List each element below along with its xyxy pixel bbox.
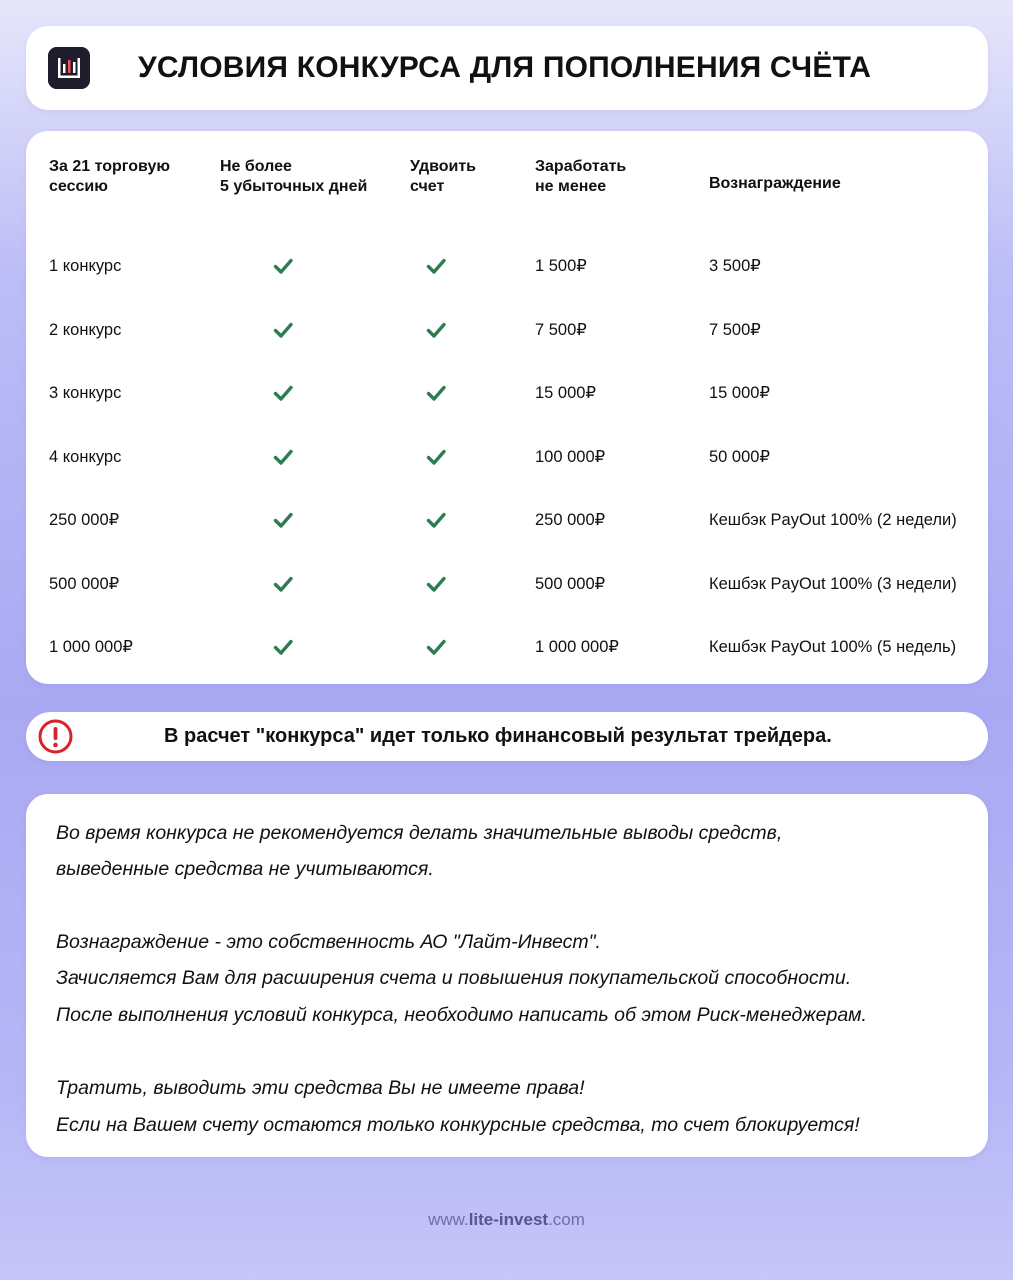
footer-suffix: .com	[548, 1210, 585, 1229]
check-icon	[272, 636, 294, 658]
table-row	[26, 505, 988, 535]
row-name: 500 000₽	[49, 574, 120, 593]
row-earn: 250 000₽	[535, 511, 606, 529]
lite-invest-logo-icon	[48, 47, 90, 89]
row-reward: 3 500₽	[709, 257, 761, 275]
check-icon	[272, 573, 294, 595]
note-line: Во время конкурса не рекомендуется делать значительные выводы средств,	[56, 822, 783, 844]
check-icon	[272, 509, 294, 531]
alert-text: В расчет "конкурса" идет только финансовый результат трейдера.	[164, 725, 832, 747]
row-earn: 500 000₽	[535, 574, 606, 593]
exclamation-circle-icon	[37, 718, 74, 755]
row-name: 1 000 000₽	[49, 638, 133, 656]
note-line: Тратить, выводить эти средства Вы не имеете права!	[56, 1077, 585, 1099]
footer-domain: lite-invest	[468, 1210, 549, 1229]
table-row	[26, 632, 988, 662]
row-name: 4 конкурс	[49, 447, 122, 466]
row-name: 1 конкурс	[49, 257, 122, 275]
check-icon	[272, 382, 294, 404]
header-card	[26, 26, 988, 110]
footer-prefix: www.	[428, 1210, 469, 1229]
page-title: УСЛОВИЯ КОНКУРСА ДЛЯ ПОПОЛНЕНИЯ СЧЁТА	[138, 51, 872, 84]
row-name: 250 000₽	[49, 511, 120, 529]
row-name: 2 конкурс	[49, 320, 122, 339]
row-earn: 1 000 000₽	[535, 638, 619, 656]
note-line: Вознаграждение - это собственность АО "Лайт-Инвест".	[56, 931, 601, 953]
check-icon	[425, 636, 447, 658]
header-double-account: Удвоить счет	[410, 158, 477, 195]
check-icon	[425, 446, 447, 468]
check-icon	[272, 319, 294, 341]
table-row	[26, 378, 988, 408]
notes-card	[26, 794, 988, 1157]
alert-banner	[26, 712, 988, 761]
note-line: Зачисляется Вам для расширения счета и повышения покупательской способности.	[56, 967, 852, 989]
footer-link[interactable]	[0, 1210, 1013, 1230]
row-reward: Кешбэк PayOut 100% (3 недели)	[709, 574, 957, 593]
note-line: Если на Вашем счету остаются только конкурсные средства, то счет блокируется!	[56, 1114, 860, 1136]
check-icon	[425, 573, 447, 595]
row-earn: 7 500₽	[535, 320, 587, 339]
table-row	[26, 442, 988, 472]
check-icon	[425, 382, 447, 404]
row-earn: 1 500₽	[535, 257, 587, 275]
check-icon	[272, 446, 294, 468]
check-icon	[272, 255, 294, 277]
row-reward: 7 500₽	[709, 320, 761, 339]
row-reward: 15 000₽	[709, 384, 770, 402]
header-loss-days: Не более 5 убыточных дней	[220, 158, 368, 195]
row-reward: 50 000₽	[709, 447, 770, 466]
header-sessions: За 21 торговую сессию	[49, 158, 171, 195]
note-line: выведенные средства не учитываются.	[56, 858, 434, 880]
check-icon	[425, 255, 447, 277]
row-name: 3 конкурс	[49, 384, 122, 402]
row-reward: Кешбэк PayOut 100% (2 недели)	[709, 511, 957, 529]
row-reward: Кешбэк PayOut 100% (5 недель)	[709, 638, 957, 656]
note-line: После выполнения условий конкурса, необходимо написать об этом Риск-менеджерам.	[56, 1004, 867, 1026]
table-row	[26, 315, 988, 345]
row-earn: 15 000₽	[535, 384, 596, 402]
table-row	[26, 251, 988, 281]
check-icon	[425, 319, 447, 341]
check-icon	[425, 509, 447, 531]
header-earn-min: Заработать не менее	[535, 158, 627, 195]
conditions-table	[26, 131, 988, 684]
header-reward: Вознаграждение	[709, 175, 841, 192]
row-earn: 100 000₽	[535, 447, 606, 466]
table-row	[26, 569, 988, 599]
